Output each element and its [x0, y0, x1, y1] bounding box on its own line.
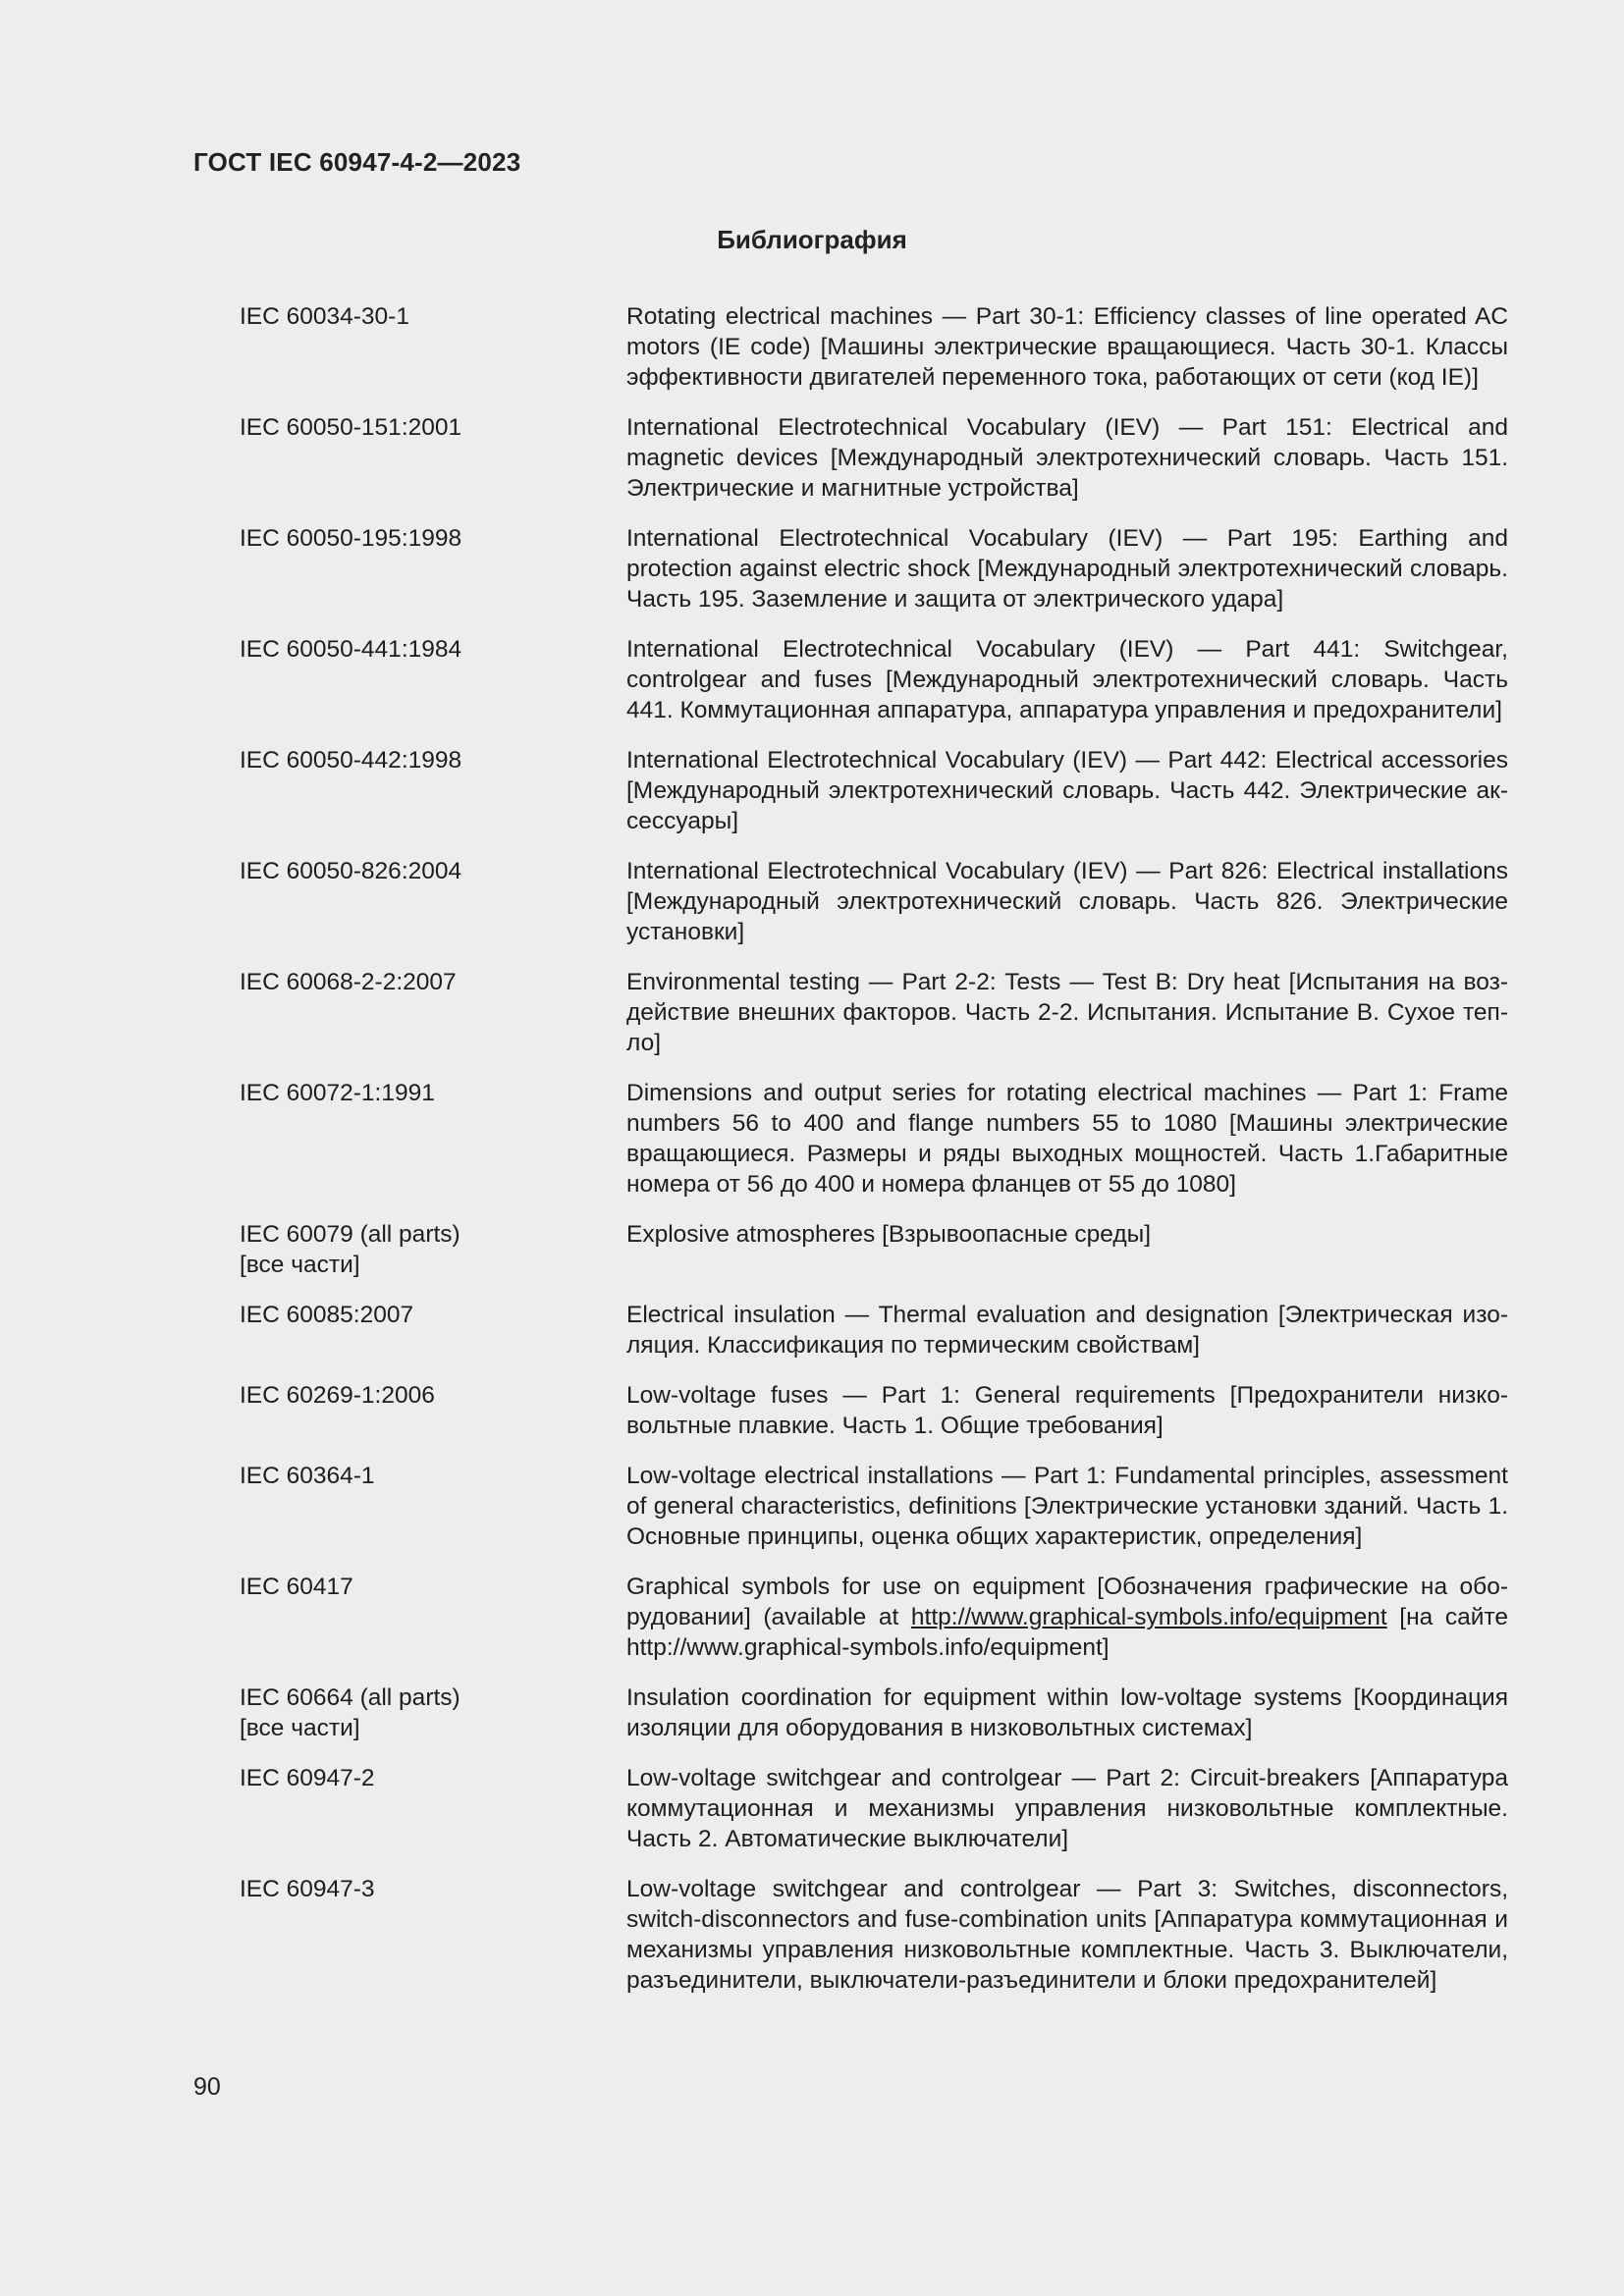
entry-code: IEC 60050-441:1984	[240, 636, 462, 663]
entry-description: International Electrotechnical Vocabulary (IEV) — Part 442: Electrical accessories [Международный электротехнический словарь. Часть 442. Электрические аксессуары]	[626, 747, 1508, 834]
entry-code-note: [все части]	[240, 1252, 360, 1278]
bibliography-entry	[240, 1874, 1508, 1996]
equipment-symbols-link[interactable]: http://www.graphical-symbols.info/equipment	[910, 1604, 1387, 1630]
entry-code: IEC 60417	[240, 1574, 353, 1600]
entry-description-text: Graphical symbols for use on equipment [Обозначения графические на оборудовании] (available at	[626, 1574, 1508, 1630]
bibliography-list	[240, 301, 1508, 2015]
bibliography-entry	[240, 967, 1508, 1058]
entry-description: Rotating electrical machines — Part 30-1: Efficiency classes of line operated AC motors (IE code) [Машины электрические вращающиеся. Часть 30-1. Классы эффективности двигателей переменного тока, работающих от сети (код IE)]	[626, 303, 1508, 391]
bibliography-entry	[240, 1380, 1508, 1441]
entry-description: Insulation coordination for equipment within low-voltage systems [Координация изоляции для оборудования в низковольтных системах]	[626, 1684, 1508, 1741]
entry-code: IEC 60050-826:2004	[240, 858, 462, 884]
section-title: Библиография	[717, 225, 907, 254]
bibliography-entry	[240, 1300, 1508, 1361]
document-header: ГОСТ IEC 60947-4-2—2023	[193, 147, 521, 177]
bibliography-entry	[240, 1461, 1508, 1552]
entry-code: IEC 60947-3	[240, 1876, 375, 1902]
entry-code: IEC 60068-2-2:2007	[240, 969, 457, 995]
entry-code: IEC 60085:2007	[240, 1302, 414, 1328]
entry-description: International Electrotechnical Vocabulary (IEV) — Part 441: Switchgear, controlgear and fuses [Международный электротехнический словарь. Часть 441. Коммутационная аппаратура, аппаратура управления и предохранители]	[626, 636, 1508, 723]
bibliography-entry	[240, 523, 1508, 614]
entry-code: IEC 60269-1:2006	[240, 1382, 435, 1409]
entry-description: Low-voltage switchgear and controlgear — Part 2: Circuit-breakers [Аппаратура коммутационная и механизмы управления низковольтные комплектные. Часть 2. Автоматические выключатели]	[626, 1765, 1508, 1852]
entry-description: International Electrotechnical Vocabulary (IEV) — Part 151: Electrical and magnetic devices [Международный электротехнический словарь. Часть 151. Электрические и магнитные устройства]	[626, 414, 1508, 502]
entry-code-note: [все части]	[240, 1715, 360, 1741]
bibliography-entry	[240, 634, 1508, 725]
entry-description: Low-voltage fuses — Part 1: General requirements [Предохранители низковольтные плавкие. Часть 1. Общие требования]	[626, 1382, 1508, 1439]
entry-description: Low-voltage switchgear and controlgear — Part 3: Switches, disconnectors, switch-disconnectors and fuse-combination units [Аппаратура коммутационная и механизмы управления низковольтные комплектные. Часть 3. Выключатели, разъединители, выключатели-разъединители и блоки предохранителей]	[626, 1876, 1508, 1994]
entry-code: IEC 60664 (all parts)	[240, 1684, 460, 1711]
entry-description: Explosive atmospheres [Взрывоопасные среды]	[626, 1221, 1152, 1248]
bibliography-entry	[240, 856, 1508, 947]
entry-description: Low-voltage electrical installations — Part 1: Fundamental principles, assessment of general characteristics, definitions [Электрические установки зданий. Часть 1. Основные принципы, оценка общих характеристик, определения]	[626, 1463, 1508, 1550]
entry-code: IEC 60050-442:1998	[240, 747, 462, 774]
entry-description: Environmental testing — Part 2-2: Tests — Test B: Dry heat [Испытания на воздействие внешних факторов. Часть 2-2. Испытания. Испытание В. Сухое тепло]	[626, 969, 1508, 1056]
entry-description: International Electrotechnical Vocabulary (IEV) — Part 195: Earthing and protection against electric shock [Международный электротехнический словарь. Часть 195. Заземление и защита от электрического удара]	[626, 525, 1508, 613]
entry-description	[626, 1572, 1508, 1663]
entry-description: Electrical insulation — Thermal evaluation and designation [Электрическая изоляция. Классификация по термическим свойствам]	[626, 1302, 1508, 1359]
entry-code: IEC 60050-151:2001	[240, 414, 462, 441]
entry-code: IEC 60364-1	[240, 1463, 375, 1489]
entry-code: IEC 60947-2	[240, 1765, 375, 1791]
bibliography-entry	[240, 745, 1508, 836]
entry-code: IEC 60079 (all parts)	[240, 1221, 460, 1248]
bibliography-entry	[240, 301, 1508, 393]
entry-description: International Electrotechnical Vocabulary (IEV) — Part 826: Electrical installations [Международный электротехнический словарь. Часть 826. Электрические установки]	[626, 858, 1508, 945]
bibliography-entry	[240, 1572, 1508, 1663]
entry-description-text: [на сайте http://www.graphical-symbols.info/equipment]	[626, 1604, 1508, 1661]
entry-code: IEC 60072-1:1991	[240, 1080, 435, 1106]
entry-code-block	[240, 1219, 626, 1280]
bibliography-entry	[240, 412, 1508, 504]
page-number: 90	[193, 2073, 221, 2101]
entry-description: Dimensions and output series for rotating electrical machines — Part 1: Frame numbers 56 to 400 and flange numbers 55 to 1080 [Машины электрические вращающиеся. Размеры и ряды выходных мощностей. Часть 1.Габаритные номера от 56 до 400 и номера фланцев от 55 до 1080]	[626, 1080, 1508, 1198]
entry-code: IEC 60034-30-1	[240, 303, 409, 330]
entry-code-block	[240, 1682, 626, 1743]
bibliography-entry	[240, 1078, 1508, 1200]
bibliography-entry	[240, 1682, 1508, 1743]
bibliography-entry	[240, 1763, 1508, 1854]
entry-code: IEC 60050-195:1998	[240, 525, 462, 552]
bibliography-entry	[240, 1219, 1508, 1280]
